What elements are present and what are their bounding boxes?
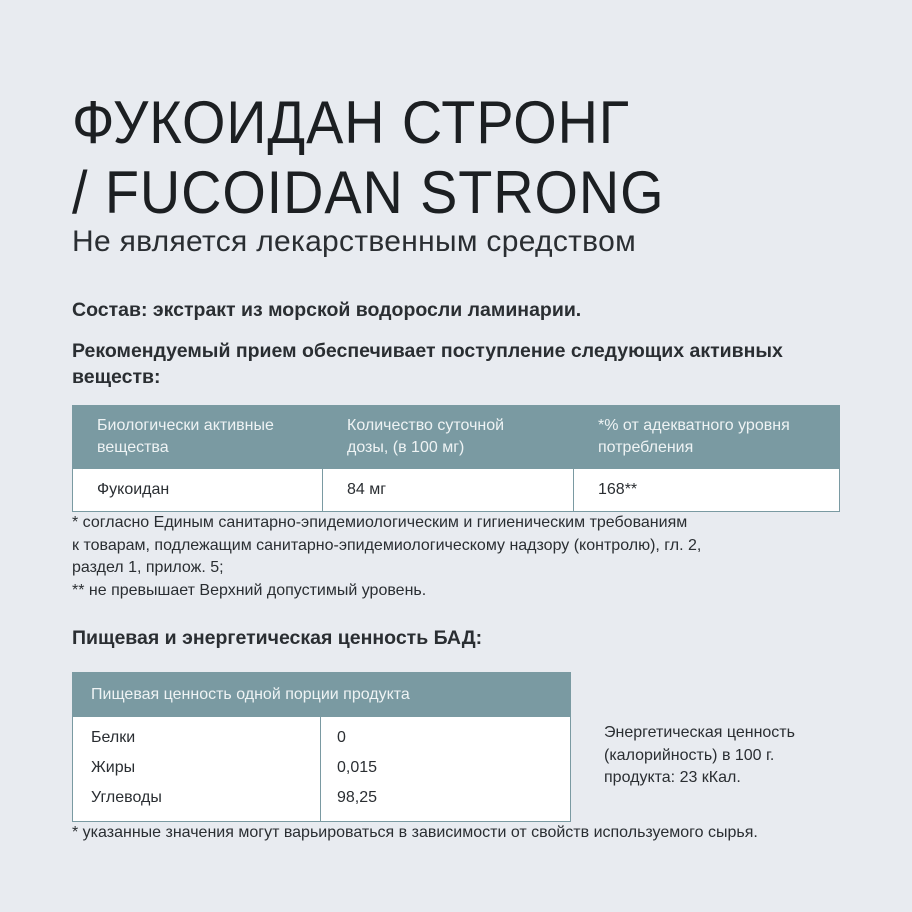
- nutrient-value: 0,015: [337, 759, 378, 776]
- recommendation-text: Рекомендуемый прием обеспечивает поступление следующих активных веществ:: [72, 340, 783, 388]
- column-header-percent: *% от адекватного уровня потребления: [574, 406, 840, 469]
- table-row: [73, 469, 840, 512]
- nutrient-labels: [73, 717, 321, 822]
- cell-substance: Фукоидан: [73, 469, 323, 512]
- table-header-row: [73, 406, 840, 469]
- nutrition-header-row: [73, 673, 571, 717]
- nutrient-label: Углеводы: [91, 789, 162, 806]
- active-substances-table: [72, 405, 840, 512]
- composition-text: Состав: экстракт из морской водоросли ламинарии.: [72, 299, 582, 321]
- disclaimer-subtitle: Не является лекарственным средством: [72, 225, 636, 258]
- footnote-line: к товарам, подлежащим санитарно-эпидемиологическому надзору (контролю), гл. 2,: [72, 536, 702, 554]
- footnote-line: раздел 1, прилож. 5;: [72, 559, 224, 576]
- product-title-ru: ФУКОИДАН СТРОНГ: [72, 89, 630, 156]
- cell-dose: 84 мг: [323, 469, 574, 512]
- nutrition-table: [72, 672, 571, 822]
- variability-footnote: * указанные значения могут варьироваться в зависимости от свойств используемого сырья.: [72, 824, 758, 841]
- product-title: [72, 88, 664, 228]
- product-title-en: / FUCOIDAN STRONG: [72, 159, 665, 226]
- nutrient-value: 98,25: [337, 789, 378, 806]
- nutrient-values: [321, 717, 571, 822]
- cell-percent: 168**: [574, 469, 840, 512]
- column-header-substance: Биологически активные вещества: [73, 406, 323, 469]
- footnotes: [72, 512, 852, 602]
- footnote-line: ** не превышает Верхний допустимый уровень.: [72, 581, 427, 599]
- nutrition-heading: Пищевая и энергетическая ценность БАД:: [72, 627, 483, 649]
- column-header-dose: Количество суточной дозы, (в 100 мг): [323, 406, 574, 469]
- energy-line: (калорийность) в 100 г.: [604, 746, 775, 764]
- energy-line: Энергетическая ценность: [604, 724, 795, 741]
- nutrient-label: Белки: [91, 729, 136, 746]
- energy-line: продукта: 23 кКал.: [604, 769, 741, 786]
- nutrient-value: 0: [337, 729, 346, 746]
- nutrition-header: Пищевая ценность одной порции продукта: [73, 673, 571, 717]
- table-row: [73, 717, 571, 822]
- nutrient-label: Жиры: [91, 759, 136, 776]
- energy-value-text: [604, 722, 795, 790]
- footnote-line: * согласно Единым санитарно-эпидемиологическим и гигиеническим требованиям: [72, 514, 688, 531]
